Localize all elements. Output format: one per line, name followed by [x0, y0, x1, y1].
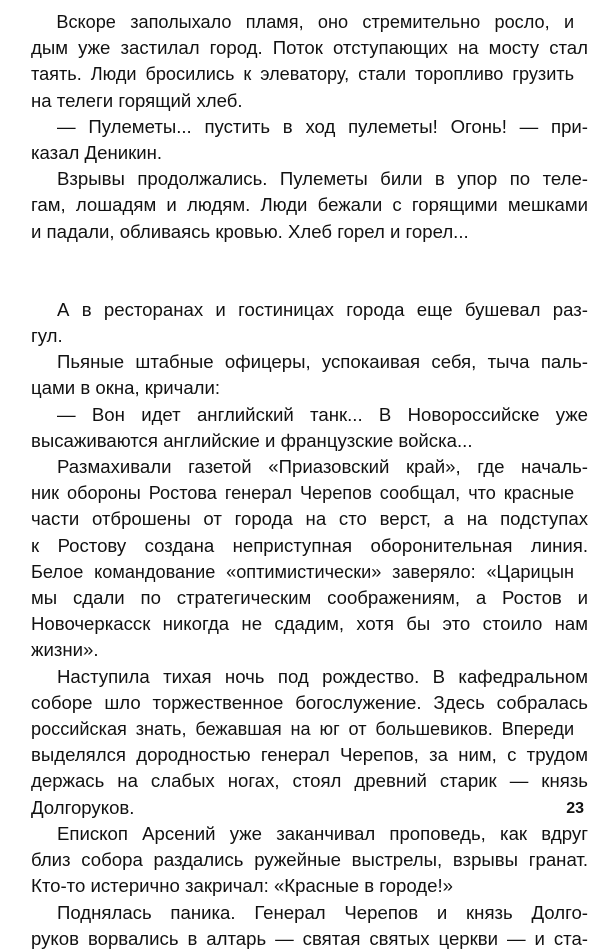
text-line: соборе шло торжественное богослужение. Здесь собралась	[31, 691, 588, 713]
text-line: Епископ Арсений уже заканчивал проповедь, как вдруг	[57, 822, 588, 844]
text-line: Наступила тихая ночь под рождество. В кафедральном	[57, 665, 588, 687]
paragraph	[31, 402, 588, 454]
paragraph	[31, 900, 588, 952]
text-line: мы сдали по стратегическим соображениям, а Ростов и	[31, 587, 588, 609]
text-line: Белое командование «оптимистически» заверяло: «Царицын	[31, 560, 575, 582]
paragraph	[31, 297, 588, 349]
text-line: жизни».	[31, 639, 99, 661]
text-line: российская знать, бежавшая на юг от большевиков. Впереди	[31, 718, 575, 740]
text-line: таять. Люди бросились к элеватору, стали торопливо грузить	[31, 63, 575, 85]
text-line: части отброшены от города на сто верст, а на подступах	[31, 508, 588, 530]
paragraph	[31, 9, 588, 114]
text-line: Размахивали газетой «Приазовский край», где началь-	[57, 456, 588, 478]
text-line: выделялся дородностью генерал Черепов, за ним, с трудом	[31, 744, 588, 766]
text-line: Долгоруков.	[31, 796, 135, 818]
text-line: Поднялась паника. Генерал Черепов и князь Долго-	[57, 901, 588, 923]
paragraph	[31, 166, 588, 245]
text-line: руков ворвались в алтарь — святая святых церкви — и ста-	[31, 927, 588, 949]
paragraph	[31, 664, 588, 821]
book-page	[31, 9, 588, 952]
text-line: Пьяные штабные офицеры, успокаивая себя, тыча паль-	[57, 351, 588, 373]
text-line: высаживаются английские и французские войска...	[31, 429, 473, 451]
paragraph	[31, 349, 588, 401]
text-line: А в ресторанах и гостиницах города еще бушевал раз-	[57, 298, 588, 320]
paragraph	[31, 454, 588, 664]
text-line: цами в окна, кричали:	[31, 377, 221, 399]
text-line: близ собора раздались ружейные выстрелы, взрывы гранат.	[31, 849, 588, 871]
text-line: Вскоре заполыхало пламя, оно стремительно росло, и	[56, 11, 575, 32]
text-line: держась на слабых ногах, стоял древний старик — князь	[31, 770, 588, 792]
text-line: Новочеркасск никогда не сдадим, хотя бы это стоило нам	[31, 613, 588, 635]
text-line: на телеги горящий хлеб.	[31, 89, 243, 111]
paragraph	[31, 114, 588, 166]
text-line: Взрывы продолжались. Пулеметы били в упор по теле-	[57, 168, 588, 190]
text-line: казал Деникин.	[31, 142, 163, 164]
text-line: и падали, обливаясь кровью. Хлеб горел и горел...	[31, 220, 469, 242]
text-line: — Пулеметы... пустить в ход пулеметы! Огонь! — при-	[57, 115, 588, 137]
text-line: Кто-то истерично закричал: «Красные в городе!»	[31, 875, 453, 897]
text-line: гам, лошадям и людям. Люди бежали с горящими мешками	[31, 194, 588, 216]
text-line: дым уже застилал город. Поток отступающих на мосту стал	[31, 37, 588, 59]
text-line: — Вон идет английский танк... В Новороссийске уже	[57, 403, 588, 425]
paragraph	[31, 821, 588, 900]
page-number: 23	[566, 800, 584, 817]
text-line: ник обороны Ростова генерал Черепов сообщал, что красные	[31, 482, 575, 504]
text-line: гул.	[31, 325, 63, 347]
section-break	[31, 245, 588, 297]
text-line: к Ростову создана неприступная оборонительная линия.	[31, 534, 588, 556]
